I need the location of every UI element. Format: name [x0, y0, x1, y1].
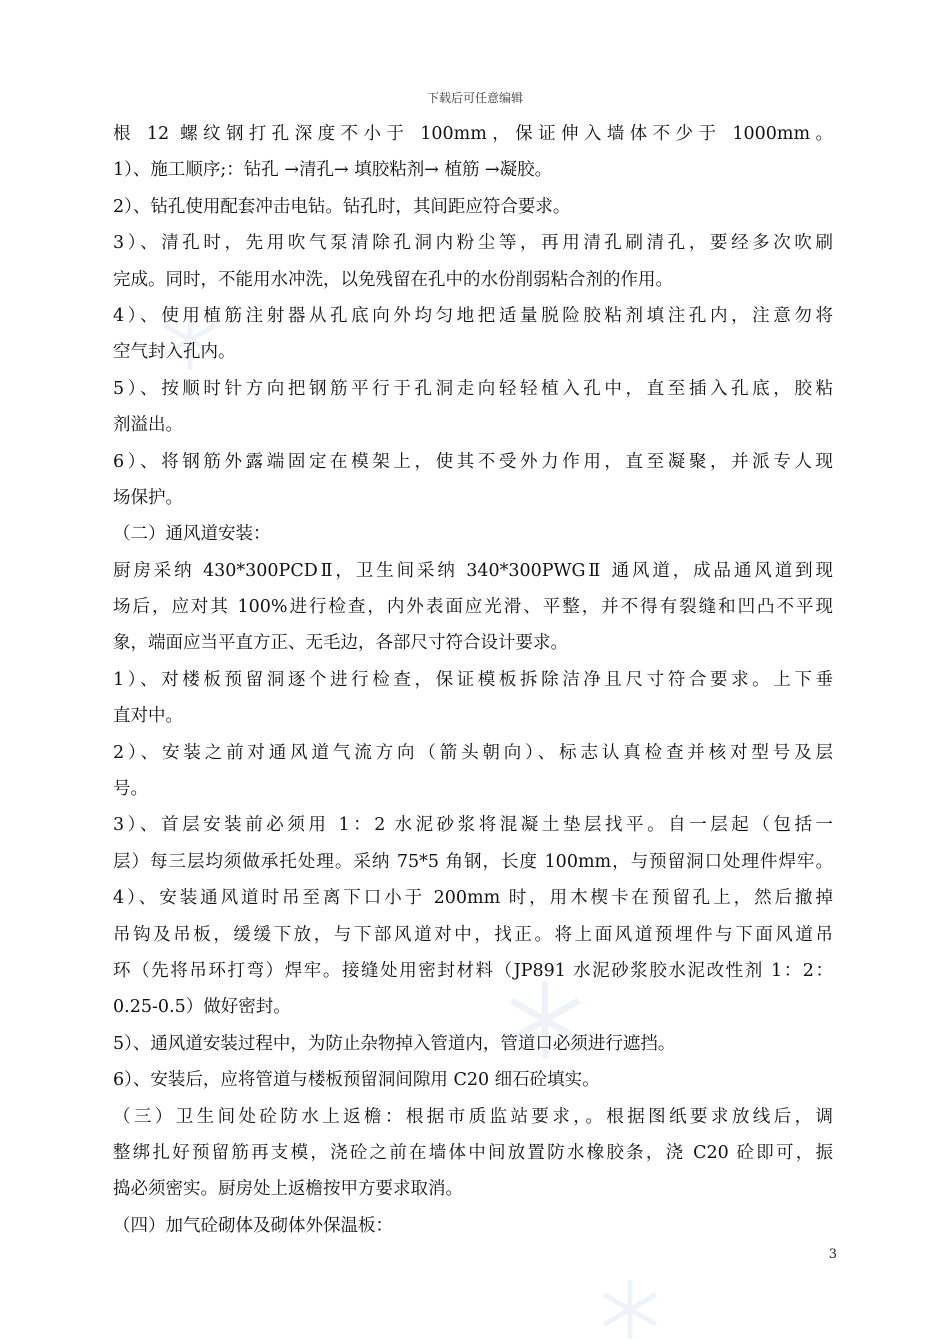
- text-line: 4）、使用植筋注射器从孔底向外均匀地把适量脱险胶粘剂填注孔内，注意勿将: [113, 305, 833, 326]
- text-line: 环（先将吊环打弯）焊牢。接缝处用密封材料（JP891 水泥砂浆胶水泥改性剂 1：2：: [113, 960, 833, 981]
- text-line: 号。: [113, 779, 148, 800]
- page-header: 下载后可任意编辑: [426, 91, 523, 105]
- section-heading: （四）加气砼砌体及砌体外保温板：: [113, 1215, 393, 1236]
- text-line: 场保护。: [113, 487, 183, 508]
- text-line: 4）、安装通风道时吊至离下口小于 200mm 时，用木楔卡在预留孔上，然后撤掉: [113, 888, 833, 909]
- text-line: 2）、安装之前对通风道气流方向（箭头朝向）、标志认真检查并核对型号及层: [113, 742, 833, 763]
- text-line: 6）、安装后，应将管道与楼板预留洞间隙用 C20 细石砼填实。: [113, 1070, 600, 1091]
- text-line: 1）、对楼板预留洞逐个进行检查，保证模板拆除洁净且尺寸符合要求。上下垂: [113, 669, 833, 690]
- text-line: 6）、将钢筋外露端固定在模架上，使其不受外力作用，直至凝聚，并派专人现: [113, 451, 833, 472]
- text-line: 5）、按顺时针方向把钢筋平行于孔洞走向轻轻植入孔中，直至插入孔底，胶粘: [113, 378, 833, 399]
- text-line: 5）、通风道安装过程中，为防止杂物掉入管道内，管道口必须进行遮挡。: [113, 1033, 676, 1054]
- text-line: 层）每三层均须做承托处理。采纳 75*5 角钢，长度 100mm，与预留洞口处理件焊牢。: [113, 851, 833, 872]
- text-line: 场后，应对其 100%进行检查，内外表面应光滑、平整，并不得有裂缝和凹凸不平现: [113, 597, 833, 618]
- text-line: 2）、钻孔使用配套冲击电钻。钻孔时，其间距应符合要求。: [113, 196, 571, 217]
- document-body: [113, 116, 833, 1244]
- text-line: 3）、清孔时，先用吹气泵清除孔洞内粉尘等，再用清孔刷清孔，要经多次吹刷: [113, 233, 833, 254]
- section-heading: （三）卫生间处砼防水上返檐：根据市质监站要求，。根据图纸要求放线后，调: [113, 1106, 833, 1127]
- snowflake-watermark-icon: [595, 1275, 665, 1344]
- text-line: 象，端面应当平直方正、无毛边，各部尺寸符合设计要求。: [113, 633, 568, 654]
- page-number: 3: [828, 1247, 837, 1262]
- text-line: 1）、施工顺序;：钻孔 →清孔→ 填胶粘剂→ 植筋 →凝胶。: [113, 160, 553, 181]
- section-heading: （二）通风道安装：: [113, 524, 271, 545]
- text-line: 捣必须密实。厨房处上返檐按甲方要求取消。: [113, 1179, 463, 1200]
- text-line: 空气封入孔内。: [113, 342, 236, 363]
- text-line: 根 12 螺纹钢打孔深度不小于 100mm，保证伸入墙体不少于 1000mm。: [113, 124, 833, 144]
- text-line: 厨房采纳 430*300PCDⅡ，卫生间采纳 340*300PWGⅡ 通风道，成品通风道到现: [113, 560, 833, 581]
- text-line: 剂溢出。: [113, 415, 183, 436]
- text-line: 吊钩及吊板，缓缓下放，与下部风道对中，找正。将上面风道预埋件与下面风道吊: [113, 924, 833, 945]
- text-line: 0.25-0.5）做好密封。: [113, 997, 291, 1018]
- text-line: 3）、首层安装前必须用 1：2 水泥砂浆将混凝土垫层找平。自一层起（包括一: [113, 815, 833, 836]
- text-line: 直对中。: [113, 706, 183, 727]
- text-line: 整绑扎好预留筋再支模，浇砼之前在墙体中间放置防水橡胶条，浇 C20 砼即可，振: [113, 1142, 833, 1163]
- text-line: 完成。同时，不能用水冲洗，以免残留在孔中的水份削弱粘合剂的作用。: [113, 269, 673, 290]
